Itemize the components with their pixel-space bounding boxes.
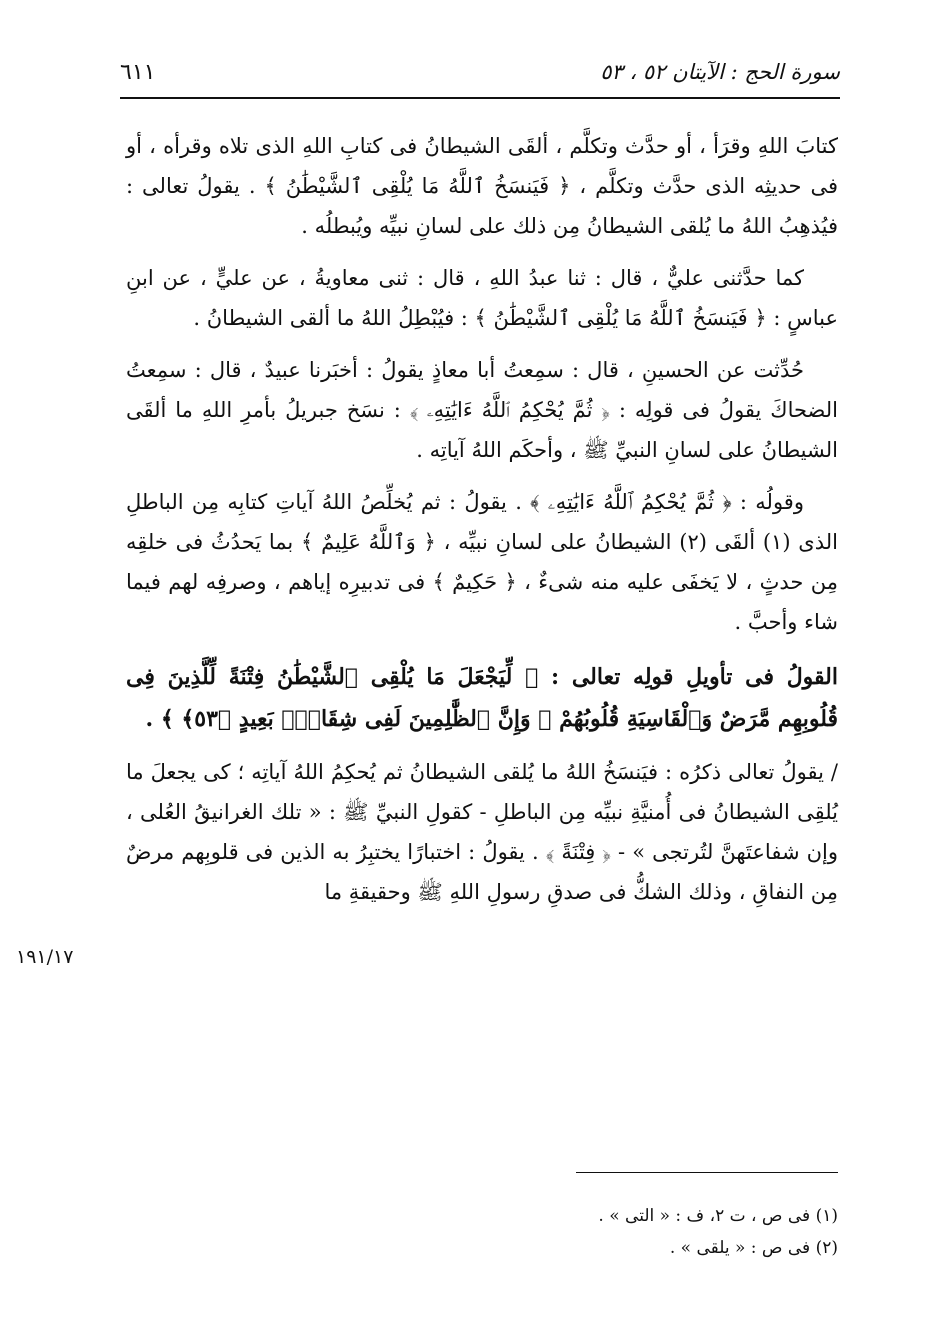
- running-header: [120, 48, 840, 96]
- paragraph: / يقولُ تعالى ذكرُه : فيَنسَخُ اللهُ ما يُلقى الشيطانُ ثم يُحكِمُ اللهُ آياتِه ؛ كى يجعلَ ما يُلقِى الشيطانُ فى أُمنيَّةِ نبيِّه مِن الباطلِ - كقولِ النبيِّ ﷺ : « تلك الغرانيقُ العُلى ، وإن شفاعتَهنَّ لتُرتجى » - ﴿ فِتْنَةً ﴾ . يقولُ : اختبارًا يختبِرُ به الذين فى قلوبِهم مرضٌ مِن النفاقِ ، وذلك الشكُّ فى صدقِ رسولِ اللهِ ﷺ وحقيقةِ ما: [126, 760, 838, 904]
- main-text: [126, 126, 838, 924]
- chapter-title: سورة الحج : الآيتان ٥٢ ، ٥٣: [600, 60, 840, 84]
- paragraph: كما حدَّثنى عليٌّ ، قال : ثنا عبدُ اللهِ ، قال : ثنى معاويةُ ، عن عليٍّ ، عن ابنِ عباسٍ : ﴿ فَيَنسَخُ ٱللَّهُ مَا يُلْقِى ٱلشَّيْطَٰنُ ﴾ : فيُبْطِلُ اللهُ ما ألقى الشيطانُ .: [126, 266, 838, 330]
- paragraph: وقولُه : ﴿ ثُمَّ يُحْكِمُ ٱللَّهُ ءَايَٰتِهِۦ ﴾ . يقولُ : ثم يُخلِّصُ اللهُ آياتِ كتابِه مِن الباطلِ الذى (١) ألقَى (٢) الشيطانُ على لسانِ نبيِّه ، ﴿ وَٱللَّهُ عَلِيمٌ ﴾ بما يَحدُثُ فى خلقِه مِن حدثٍ ، لا يَخفَى عليه منه شىءٌ ، ﴿ حَكِيمٌ ﴾ فى تدبيرِه إياهم ، وصرفِه لهم فيما شاء وأحبَّ .: [126, 490, 838, 634]
- margin-reference: ١٩١/١٧: [16, 946, 74, 968]
- header-divider: [120, 97, 840, 99]
- footnote: (١) فى ص ، ت ٢، ف : « التى » .: [598, 1206, 838, 1226]
- footnote: (٢) فى ص : « يلقى » .: [669, 1238, 838, 1258]
- footnote-divider: [576, 1172, 838, 1173]
- paragraph: كتابَ اللهِ وقرَأ ، أو حدَّث وتكلَّم ، ألقَى الشيطانُ فى كتابِ اللهِ الذى تلاه وقرأه ، أو فى حديثِه الذى حدَّث وتكلَّم ، ﴿ فَيَنسَخُ ٱللَّهُ مَا يُلْقِى ٱلشَّيْطَٰنُ ﴾ . يقولُ تعالى : فيُذهِبُ اللهُ ما يُلقى الشيطانُ مِن ذلك على لسانِ نبيِّه ويُبطلُه .: [126, 134, 838, 238]
- page-number: ٦١١: [120, 59, 156, 85]
- footnotes: [430, 1200, 838, 1264]
- section-heading: القولُ فى تأويلِ قولِه تعالى : ﴿ لِّيَجْعَلَ مَا يُلْقِى ٱلشَّيْطَٰنُ فِتْنَةً لِّلَّذِينَ فِى قُلُوبِهِم مَّرَضٌ وَٱلْقَاسِيَةِ قُلُوبُهُمْ ۗ وَإِنَّ ٱلظَّٰلِمِينَ لَفِى شِقَاقٍۭ بَعِيدٍ ﴿٥٣﴾ ﴾ .: [126, 664, 838, 732]
- paragraph: حُدِّثت عن الحسينِ ، قال : سمِعتُ أبا معاذٍ يقولُ : أخبَرنا عبيدٌ ، قال : سمِعتُ الضحاكَ يقولُ فى قولِه : ﴿ ثُمَّ يُحْكِمُ ٱللَّهُ ءَايَٰتِهِۦ ﴾ : نسَخ جبريلُ بأمرِ اللهِ ما ألقَى الشيطانُ على لسانِ النبيِّ ﷺ ، وأحكَم اللهُ آياتِه .: [126, 358, 838, 462]
